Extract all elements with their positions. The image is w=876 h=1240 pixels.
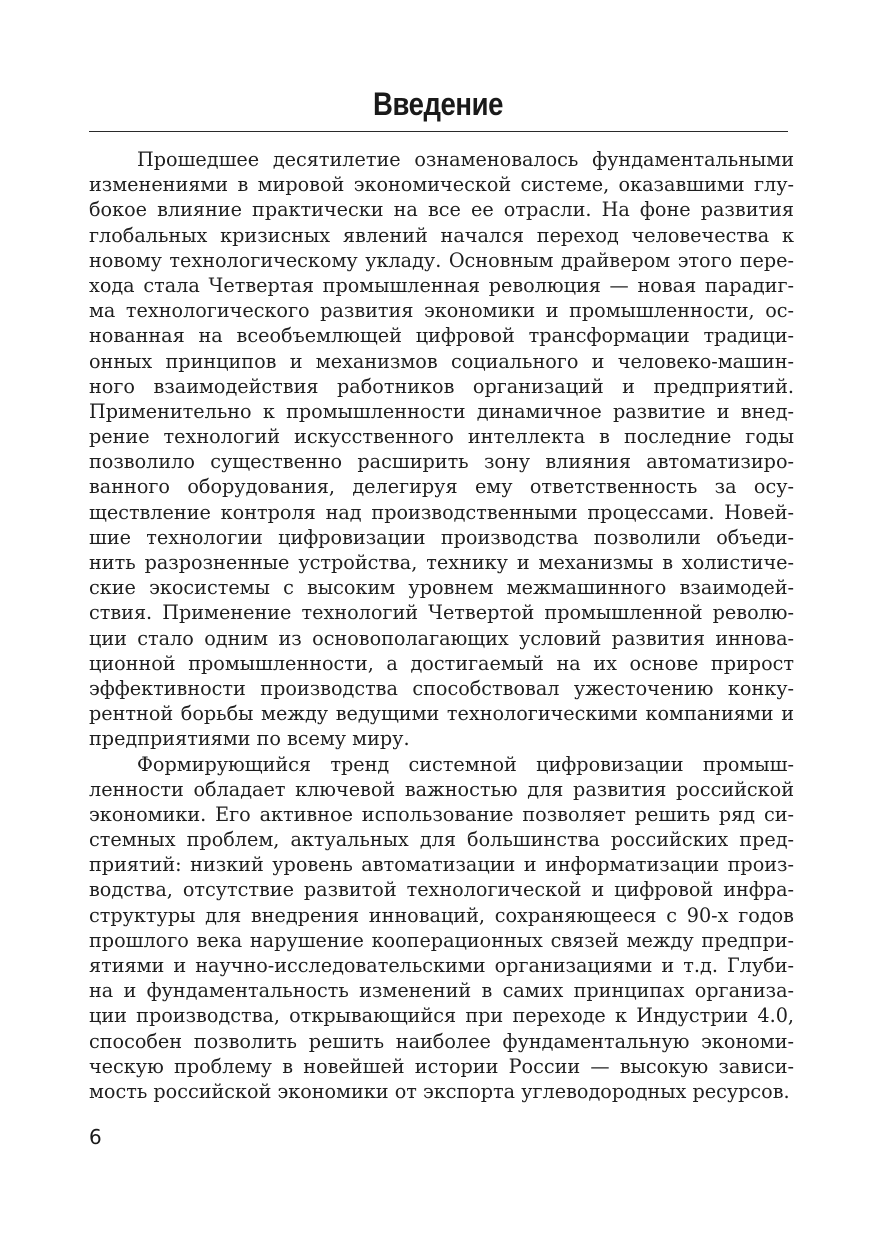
text-line: прошлого века нарушение кооперационных связей между предпри- — [89, 928, 794, 952]
page-number: 6 — [89, 1125, 102, 1149]
text-line: эффективности производства способствовал ужесточению конку- — [89, 676, 794, 700]
text-line: рение технологий искусственного интеллекта в последние годы — [89, 425, 794, 449]
text-line: ленности обладает ключевой важностью для развития российской — [89, 777, 794, 801]
paragraph-2 — [89, 752, 794, 1105]
text-line: ские экосистемы с высоким уровнем межмашинного взаимодей- — [89, 576, 794, 600]
paragraph-1 — [89, 147, 794, 752]
text-line: предприятиями по всему миру. — [89, 727, 410, 751]
text-line: ванного оборудования, делегируя ему ответственность за осу- — [89, 475, 794, 499]
text-line: ции стало одним из основополагающих условий развития иннова- — [89, 626, 794, 650]
text-line: водства, отсутствие развитой технологической и цифровой инфра- — [89, 878, 794, 902]
body-text — [89, 147, 794, 1104]
text-line: онных принципов и механизмов социального и человеко-машин- — [89, 349, 794, 373]
text-line: рентной борьбы между ведущими технологическими компаниями и — [89, 702, 794, 726]
text-line: изменениями в мировой экономической системе, оказавшими глу- — [89, 173, 794, 197]
text-line: новому технологическому укладу. Основным драйвером этого пере- — [89, 248, 794, 272]
text-line: стемных проблем, актуальных для большинства российских пред- — [89, 828, 794, 852]
text-line: Формирующийся тренд системной цифровизации промыш- — [137, 752, 794, 776]
title-underline — [89, 131, 788, 132]
text-line: ществление контроля над производственными процессами. Новей- — [89, 500, 794, 524]
text-line: ного взаимодействия работников организаций и предприятий. — [89, 374, 794, 398]
text-line: ции производства, открывающийся при переходе к Индустрии 4.0, — [89, 1004, 794, 1028]
text-line: ционной промышленности, а достигаемый на их основе прирост — [89, 651, 794, 675]
text-line: приятий: низкий уровень автоматизации и информатизации произ- — [89, 853, 794, 877]
text-line: шие технологии цифровизации производства позволили объеди- — [89, 525, 794, 549]
text-line: хода стала Четвертая промышленная революция — новая парадиг- — [89, 273, 794, 297]
text-line: позволило существенно расширить зону влияния автоматизиро- — [89, 450, 794, 474]
page-title: Введение — [373, 86, 503, 122]
text-line: ствия. Применение технологий Четвертой промышленной револю- — [89, 601, 794, 625]
text-line: Применительно к промышленности динамичное развитие и внед- — [89, 399, 794, 423]
text-line: бокое влияние практически на все ее отрасли. На фоне развития — [89, 198, 794, 222]
text-line: нить разрозненные устройства, технику и механизмы в холистиче- — [89, 551, 794, 574]
text-line: нованная на всеобъемлющей цифровой трансформации традици- — [89, 324, 794, 348]
text-line: на и фундаментальность изменений в самих принципах организа- — [89, 979, 794, 1003]
text-line: глобальных кризисных явлений начался переход человечества к — [89, 223, 794, 247]
text-line: способен позволить решить наиболее фундаментальную экономи- — [89, 1029, 794, 1053]
text-line: Прошедшее десятилетие ознаменовалось фундаментальными — [137, 148, 794, 171]
text-line: экономики. Его активное использование позволяет решить ряд си- — [89, 802, 794, 826]
text-line: ческую проблему в новейшей истории России — высокую зависи- — [89, 1054, 794, 1078]
text-line: мость российской экономики от экспорта углеводородных ресурсов. — [89, 1079, 790, 1103]
text-line: структуры для внедрения инноваций, сохраняющееся с 90-х годов — [89, 903, 794, 927]
text-line: ма технологического развития экономики и промышленности, ос- — [89, 299, 794, 323]
text-line: ятиями и научно-исследовательскими организациями и т.д. Глуби- — [89, 954, 794, 977]
